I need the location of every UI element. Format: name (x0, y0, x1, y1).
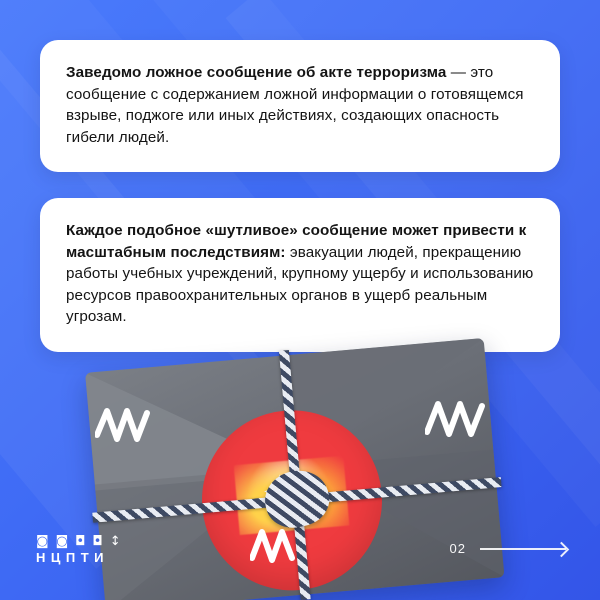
next-arrow-icon[interactable] (480, 548, 566, 550)
card-lead-text: Каждое подобное «шутливое» сообщение может привести к масштабным последствиям: (66, 222, 527, 261)
zigzag-mark-icon (425, 398, 491, 442)
zigzag-mark-icon (95, 405, 157, 445)
card-lead-text: Заведомо ложное сообщение об акте терроризма (66, 64, 447, 81)
card-body-text: — это сообщение с содержанием ложной информации о готовящемся взрыве, поджоге или иных действиях, создающих опасность гибели людей. (66, 64, 524, 146)
zigzag-mark-icon (250, 526, 306, 568)
card-text (66, 62, 534, 148)
page-number: 02 (449, 541, 466, 556)
card-text (66, 220, 534, 328)
logo-name: НЦПТИ (36, 549, 110, 565)
pager[interactable] (450, 541, 566, 556)
info-card-consequences (40, 198, 560, 352)
card-body-text: эвакуации людей, прекращению работы учебных учреждений, крупному ущербу и использованию ресурсов правоохранительных органов в ущерб реальным угрозам. (66, 243, 534, 326)
logo-glyph-row: ◙◙◘◘↕ (36, 533, 128, 549)
info-card-definition (40, 40, 560, 172)
organization-logo (36, 534, 128, 567)
